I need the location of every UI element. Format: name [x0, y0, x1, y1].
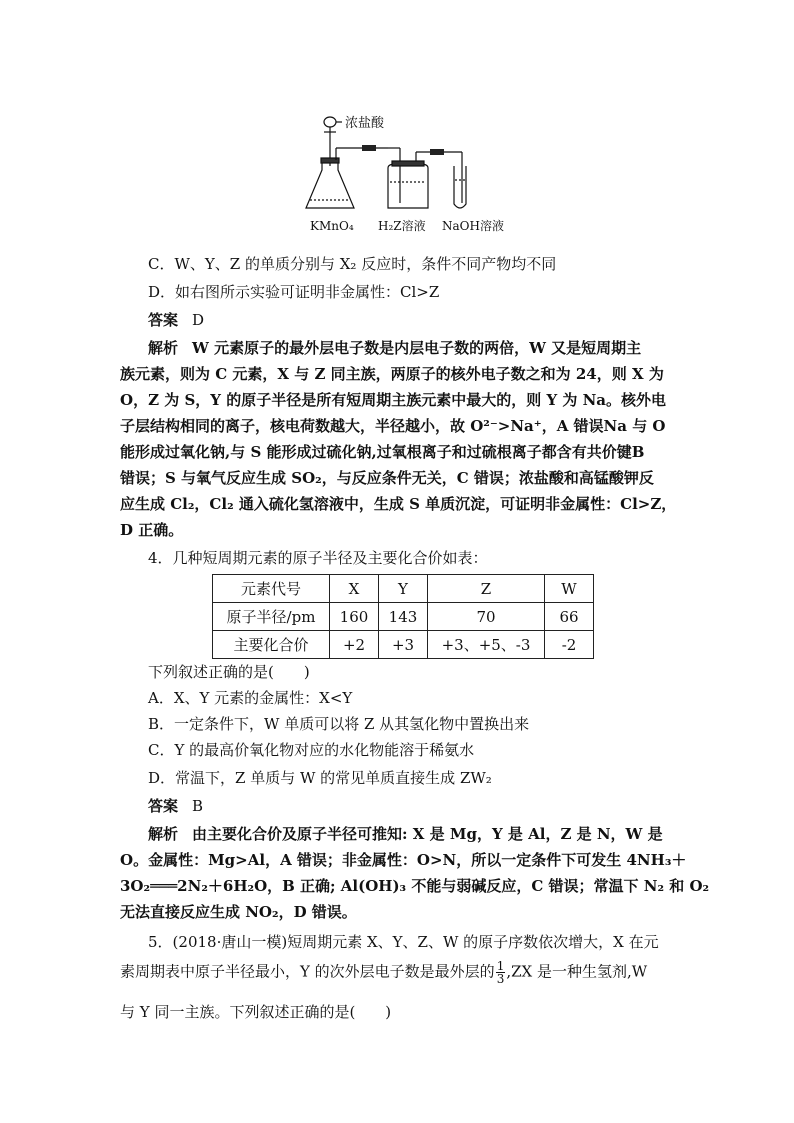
q3-analysis-line: 应生成 Cl₂，Cl₂ 通入硫化氢溶液中，生成 S 单质沉淀，可证明非金属性：Cl>Z，	[120, 495, 677, 513]
table-row: 原子半径/pm 160 143 70 66	[213, 603, 594, 631]
q4-option-c: C．Y 的最高价氧化物对应的水化物能溶于稀氨水	[148, 741, 475, 759]
q4-analysis-line: 无法直接反应生成 NO₂，D 错误。	[120, 903, 357, 921]
q4-option-d: D．常温下，Z 单质与 W 的常见单质直接生成 ZW₂	[148, 769, 492, 787]
connector-icon	[430, 149, 444, 155]
answer-label: 答案	[148, 797, 179, 815]
q3-analysis-line: 能形成过氧化钠,与 S 能形成过硫化钠,过氧根离子和过硫根离子都含有共价键B	[120, 443, 645, 461]
answer-label: 答案	[148, 311, 179, 329]
bottle-label: H₂Z溶液	[378, 219, 426, 233]
acid-label: 浓盐酸	[345, 116, 385, 131]
q5-stem-line: 5．(2018·唐山一模)短周期元素 X、Y、Z、W 的原子序数依次增大，X 在元	[148, 933, 659, 951]
fraction: $\frac{1}{3}$	[496, 959, 505, 986]
q3-option-c: C．W、Y、Z 的单质分别与 X₂ 反应时，条件不同产物均不同	[148, 255, 557, 273]
q4-answer	[148, 795, 203, 817]
table-row: 主要化合价 +2 +3 +3、+5、-3 -2	[213, 631, 594, 659]
q3-analysis-line: 族元素，则为 C 元素，X 与 Z 同主族，两原子的核外电子数之和为 24，则 X 为	[120, 365, 664, 383]
q4-analysis-line: O。金属性：Mg>Al，A 错误；非金属性：O>N，所以一定条件下可发生 4NH₃＋	[120, 851, 687, 869]
wash-bottle-icon	[388, 148, 462, 208]
q4-option-b: B．一定条件下，W 单质可以将 Z 从其氢化物中置换出来	[148, 715, 530, 733]
q5-stem-line: 与 Y 同一主族。下列叙述正确的是( )	[120, 1003, 392, 1021]
q3-analysis-line: 解析 W 元素原子的最外层电子数是内层电子数的两倍，W 又是短周期主	[148, 339, 642, 357]
analysis-label: 解析	[148, 825, 179, 843]
analysis-label: 解析	[148, 339, 179, 357]
q4-analysis-line: 3O₂═══2N₂＋6H₂O，B 正确; Al(OH)₃ 不能与弱碱反应，C 错误；常温下 N₂ 和 O₂	[120, 877, 710, 895]
connector-icon	[362, 145, 376, 151]
conical-flask-icon	[306, 148, 388, 208]
flask-label: KMnO₄	[310, 219, 354, 233]
q4-analysis-line: 解析 由主要化合价及原子半径可推知: X 是 Mg，Y 是 Al，Z 是 N，W 是	[148, 825, 663, 843]
q3-analysis-line: D 正确。	[120, 521, 184, 539]
tube-label: NaOH溶液	[442, 219, 504, 233]
answer-value: B	[192, 797, 204, 815]
q3-analysis-line: O，Z 为 S，Y 的原子半径是所有短周期主族元素中最大的，则 Y 为 Na。核外电	[120, 391, 667, 409]
test-tube-icon	[454, 166, 466, 208]
q4-question: 下列叙述正确的是( )	[148, 663, 310, 681]
q3-option-d: D．如右图所示实验可证明非金属性：Cl>Z	[148, 283, 440, 301]
q3-answer	[148, 309, 204, 331]
q5-stem-line: 素周期表中原子半径最小，Y 的次外层电子数是最外层的 $\frac{1}{3}$ ,ZX 是一种生氢剂,W	[120, 959, 648, 986]
q3-analysis-line: 子层结构相同的离子，核电荷数越大，半径越小，故 O²⁻>Na⁺，A 错误Na 与 O	[120, 417, 666, 435]
q4-stem: 4．几种短周期元素的原子半径及主要化合价如表：	[148, 549, 488, 567]
q4-option-a: A．X、Y 元素的金属性：X<Y	[148, 689, 353, 707]
q3-analysis-line: 错误；S 与氧气反应生成 SO₂，与反应条件无关，C 错误；浓盐酸和高锰酸钾反	[120, 469, 654, 487]
element-table	[212, 574, 594, 659]
table-row: 元素代号 X Y Z W	[213, 575, 594, 603]
answer-value: D	[192, 311, 205, 329]
apparatus-figure	[300, 108, 540, 238]
